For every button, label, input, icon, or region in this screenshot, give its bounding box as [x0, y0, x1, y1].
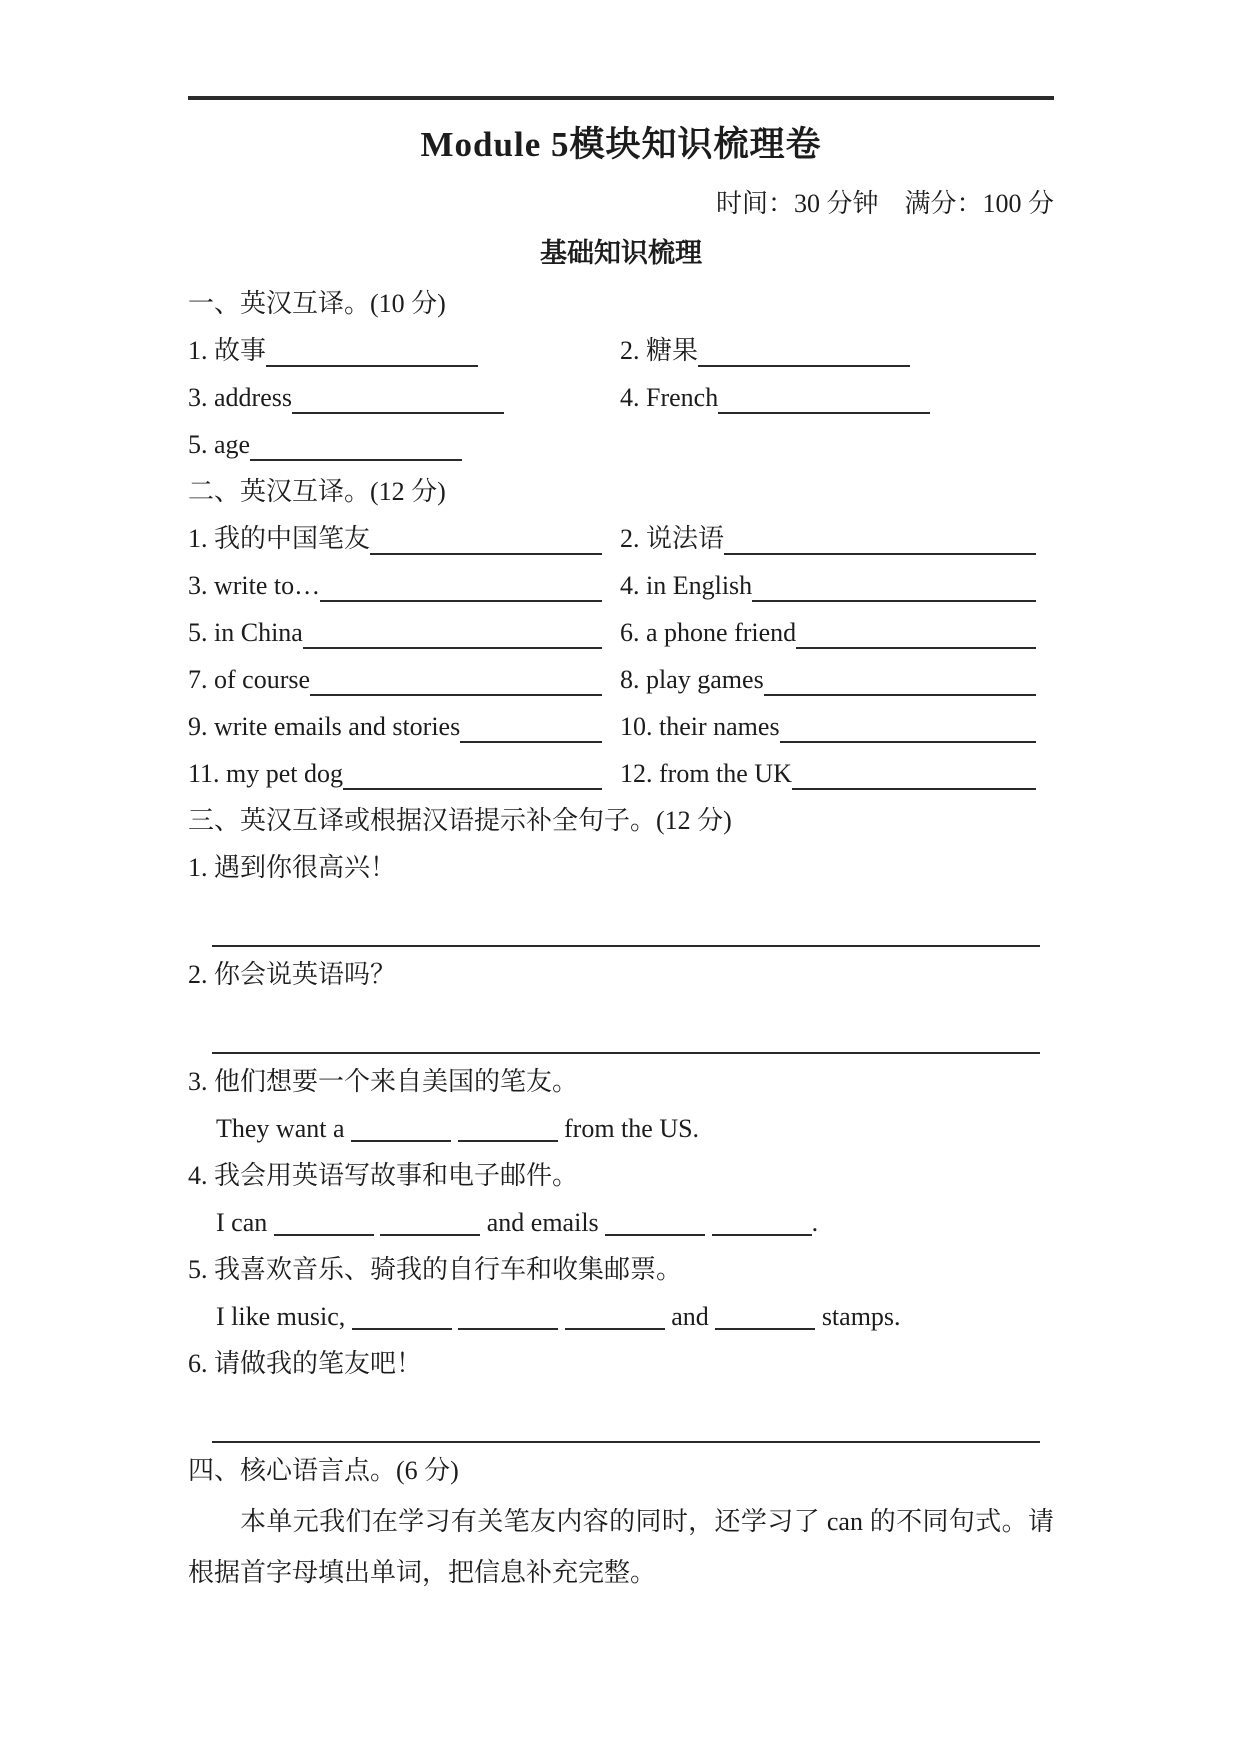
- answer-blank: [458, 1135, 558, 1142]
- s1-item-3-label: 3. address: [188, 383, 292, 412]
- s3-answer-line-2: [212, 1012, 1040, 1054]
- answer-blank: [352, 1323, 452, 1330]
- page-title: Module 5模块知识梳理卷: [420, 125, 822, 164]
- answer-blank: [266, 365, 478, 367]
- s3-fill-5-pre: I like music,: [216, 1302, 346, 1331]
- answer-blank: [460, 741, 602, 743]
- s2-item-1-label: 1. 我的中国笔友: [188, 524, 371, 553]
- s2-item-2: [620, 515, 1054, 562]
- s1-item-1-label: 1. 故事: [188, 336, 267, 365]
- s2-item-12-label: 12. from the UK: [620, 759, 792, 788]
- s1-item-1: [188, 327, 620, 374]
- answer-blank: [715, 1323, 815, 1330]
- s3-question-1: 1. 遇到你很高兴！: [188, 853, 397, 882]
- section1-heading: 一、英汉互译。(10 分): [188, 289, 446, 318]
- answer-blank: [698, 365, 910, 367]
- s1-item-5: [188, 421, 620, 468]
- s3-answer-line-1: [212, 905, 1040, 947]
- answer-blank: [792, 788, 1036, 790]
- answer-blank: [752, 600, 1036, 602]
- s1-item-5-label: 5. age: [188, 430, 251, 459]
- s2-item-7: [188, 656, 620, 703]
- s2-item-9-label: 9. write emails and stories: [188, 712, 461, 741]
- s3-question-6: 6. 请做我的笔友吧！: [188, 1349, 423, 1378]
- answer-blank: [605, 1229, 705, 1236]
- s2-item-3: [188, 562, 620, 609]
- s2-item-6-label: 6. a phone friend: [620, 618, 797, 647]
- section2-items: [188, 515, 1054, 797]
- s3-fill-3-post: from the US.: [564, 1114, 700, 1143]
- answer-blank: [724, 553, 1036, 555]
- s1-item-2-label: 2. 糖果: [620, 336, 699, 365]
- s2-item-4-label: 4. in English: [620, 571, 753, 600]
- s2-item-5-label: 5. in China: [188, 618, 303, 647]
- s2-item-2-label: 2. 说法语: [620, 524, 725, 553]
- s3-fill-4-post: .: [811, 1208, 819, 1237]
- s2-item-4: [620, 562, 1054, 609]
- section4-heading: 四、核心语言点。(6 分): [188, 1456, 459, 1485]
- s3-question-4: 4. 我会用英语写故事和电子邮件。: [188, 1161, 579, 1190]
- answer-blank: [320, 600, 602, 602]
- answer-blank: [292, 412, 504, 414]
- s3-fill-5-mid: and: [671, 1302, 709, 1331]
- s2-item-11: [188, 750, 620, 797]
- s3-question-5: 5. 我喜欢音乐、骑我的自行车和收集邮票。: [188, 1255, 683, 1284]
- s1-item-2: [620, 327, 1054, 374]
- section4-paragraph: 本单元我们在学习有关笔友内容的同时，还学习了 can 的不同句式。请根据首字母填出单词，把信息补充完整。: [188, 1507, 1054, 1587]
- s3-fill-sentence-5: [188, 1293, 1054, 1340]
- s2-item-3-label: 3. write to…: [188, 571, 321, 600]
- s1-item-4: [620, 374, 1054, 421]
- s2-item-9: [188, 703, 620, 750]
- s2-item-6: [620, 609, 1054, 656]
- s1-item-4-label: 4. French: [620, 383, 719, 412]
- answer-blank: [780, 741, 1036, 743]
- answer-blank: [458, 1323, 558, 1330]
- s1-item-3: [188, 374, 620, 421]
- s3-fill-sentence-4: [188, 1199, 1054, 1246]
- answer-blank: [712, 1229, 812, 1236]
- s2-item-8-label: 8. play games: [620, 665, 764, 694]
- answer-blank: [380, 1229, 480, 1236]
- s3-question-3: 3. 他们想要一个来自美国的笔友。: [188, 1067, 579, 1096]
- answer-blank: [565, 1323, 665, 1330]
- s3-answer-line-6: [212, 1401, 1040, 1443]
- answer-blank: [764, 694, 1036, 696]
- s2-item-1: [188, 515, 620, 562]
- answer-blank: [351, 1135, 451, 1142]
- s2-item-8: [620, 656, 1054, 703]
- subtitle: 基础知识梳理: [540, 238, 702, 268]
- s3-fill-4-pre: I can: [216, 1208, 268, 1237]
- section2-heading: 二、英汉互译。(12 分): [188, 477, 446, 506]
- answer-blank: [343, 788, 602, 790]
- s3-fill-sentence-3: [188, 1105, 1054, 1152]
- section3-heading: 三、英汉互译或根据汉语提示补全句子。(12 分): [188, 806, 732, 835]
- top-rule: [188, 96, 1054, 100]
- answer-blank: [718, 412, 930, 414]
- answer-blank: [274, 1229, 374, 1236]
- answer-blank: [796, 647, 1036, 649]
- answer-blank: [250, 459, 462, 461]
- section1-items: [188, 327, 1054, 468]
- s2-item-5: [188, 609, 620, 656]
- s2-item-10-label: 10. their names: [620, 712, 780, 741]
- time-score-line: 时间：30 分钟 满分：100 分: [715, 189, 1054, 218]
- s2-item-10: [620, 703, 1054, 750]
- s2-item-12: [620, 750, 1054, 797]
- s3-fill-4-mid: and emails: [486, 1208, 599, 1237]
- s2-item-7-label: 7. of course: [188, 665, 311, 694]
- answer-blank: [303, 647, 602, 649]
- s2-item-11-label: 11. my pet dog: [188, 759, 344, 788]
- answer-blank: [310, 694, 602, 696]
- answer-blank: [370, 553, 602, 555]
- s3-fill-5-post: stamps.: [821, 1302, 901, 1331]
- s3-question-2: 2. 你会说英语吗？: [188, 960, 397, 989]
- s3-fill-3-pre: They want a: [216, 1114, 345, 1143]
